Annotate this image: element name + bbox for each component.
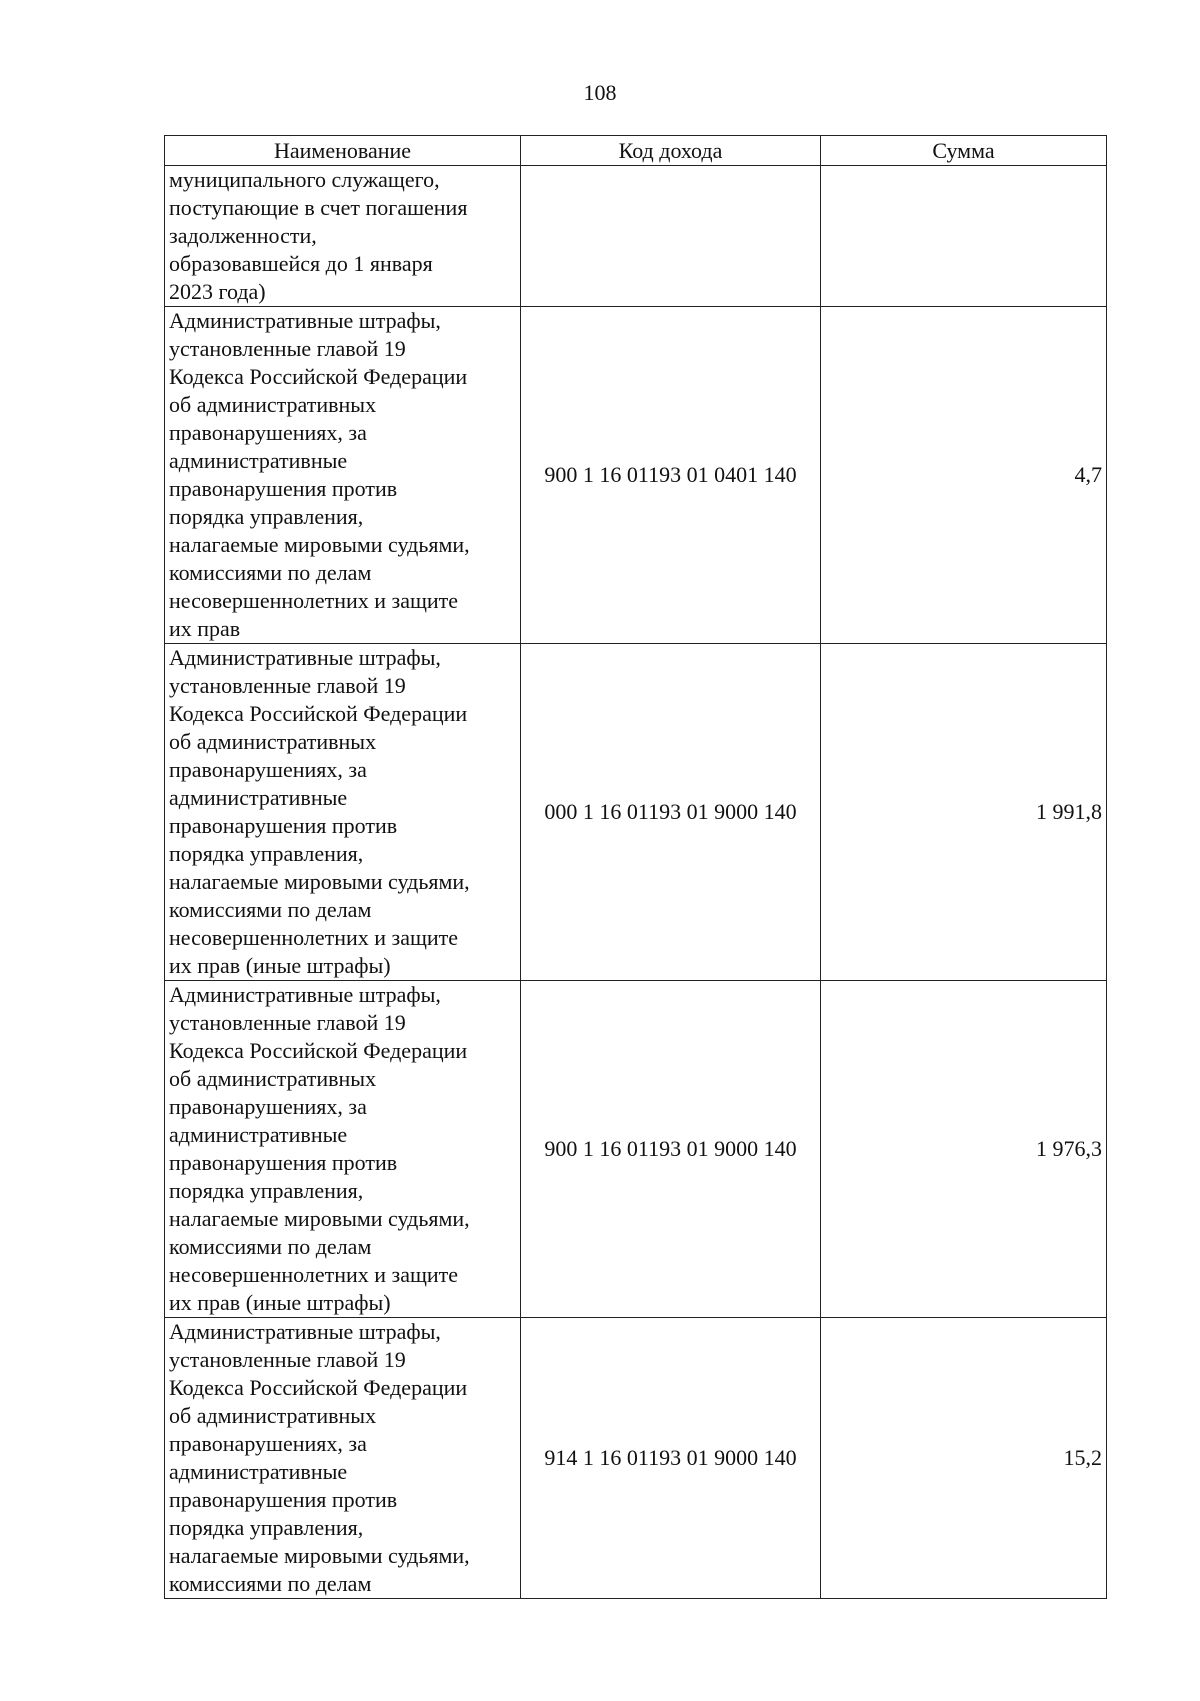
name-line: установленные главой 19 — [169, 1010, 406, 1035]
name-line: налагаемые мировыми судьями, — [169, 869, 470, 894]
name-cell — [165, 644, 521, 981]
name-line: установленные главой 19 — [169, 1347, 406, 1372]
name-line: комиссиями по делам — [169, 897, 372, 922]
name-cell — [165, 166, 521, 307]
sum-cell: 4,7 — [821, 307, 1107, 644]
name-line: установленные главой 19 — [169, 336, 406, 361]
name-line: 2023 года) — [169, 279, 266, 304]
name-line: Административные штрафы, — [169, 645, 441, 670]
header-code: Код дохода — [521, 136, 821, 166]
name-line: налагаемые мировыми судьями, — [169, 1543, 470, 1568]
name-line: их прав — [169, 616, 241, 641]
name-line: несовершеннолетних и защите — [169, 1262, 459, 1287]
name-line: Административные штрафы, — [169, 308, 441, 333]
header-sum: Сумма — [821, 136, 1107, 166]
name-line: правонарушения против — [169, 476, 398, 501]
sum-cell — [821, 166, 1107, 307]
name-line: порядка управления, — [169, 1515, 364, 1540]
name-line: их прав (иные штрафы) — [169, 1290, 391, 1315]
name-line: налагаемые мировыми судьями, — [169, 532, 470, 557]
name-line: правонарушения против — [169, 1150, 398, 1175]
name-line: административные — [169, 785, 348, 810]
name-line: Кодекса Российской Федерации — [169, 364, 468, 389]
name-line: комиссиями по делам — [169, 1234, 372, 1259]
name-line: образовавшейся до 1 января — [169, 251, 433, 276]
name-line: об административных — [169, 729, 377, 754]
name-cell — [165, 307, 521, 644]
sum-cell: 1 976,3 — [821, 981, 1107, 1318]
name-line: порядка управления, — [169, 1178, 364, 1203]
name-line: муниципального служащего, — [169, 167, 440, 192]
code-cell: 914 1 16 01193 01 9000 140 — [521, 1318, 821, 1599]
table-row — [165, 1318, 1107, 1599]
page-number: 108 — [583, 80, 617, 105]
sum-cell: 15,2 — [821, 1318, 1107, 1599]
name-line: правонарушениях, за — [169, 1431, 367, 1456]
name-line: комиссиями по делам — [169, 1571, 372, 1596]
name-line: Кодекса Российской Федерации — [169, 1038, 468, 1063]
name-cell — [165, 981, 521, 1318]
income-table — [164, 135, 1107, 1599]
name-line: поступающие в счет погашения — [169, 195, 468, 220]
name-line: об административных — [169, 1066, 377, 1091]
name-line: Административные штрафы, — [169, 982, 441, 1007]
name-line: правонарушения против — [169, 1487, 398, 1512]
name-line: об административных — [169, 1403, 377, 1428]
name-line: их прав (иные штрафы) — [169, 953, 391, 978]
table-row — [165, 981, 1107, 1318]
code-cell — [521, 166, 821, 307]
header-name: Наименование — [165, 136, 521, 166]
name-line: административные — [169, 448, 348, 473]
name-line: Кодекса Российской Федерации — [169, 701, 468, 726]
table-header-row — [165, 136, 1107, 166]
name-line: комиссиями по делам — [169, 560, 372, 585]
table-row — [165, 644, 1107, 981]
name-line: установленные главой 19 — [169, 673, 406, 698]
name-line: задолженности, — [169, 223, 317, 248]
code-cell: 000 1 16 01193 01 9000 140 — [521, 644, 821, 981]
name-cell — [165, 1318, 521, 1599]
table-body — [165, 166, 1107, 1599]
name-line: порядка управления, — [169, 841, 364, 866]
name-line: административные — [169, 1459, 348, 1484]
table-row — [165, 166, 1107, 307]
name-line: порядка управления, — [169, 504, 364, 529]
name-line: об административных — [169, 392, 377, 417]
name-line: несовершеннолетних и защите — [169, 925, 459, 950]
name-line: Административные штрафы, — [169, 1319, 441, 1344]
name-line: Кодекса Российской Федерации — [169, 1375, 468, 1400]
code-cell: 900 1 16 01193 01 9000 140 — [521, 981, 821, 1318]
name-line: правонарушениях, за — [169, 757, 367, 782]
name-line: правонарушениях, за — [169, 1094, 367, 1119]
name-line: правонарушения против — [169, 813, 398, 838]
sum-cell: 1 991,8 — [821, 644, 1107, 981]
table-row — [165, 307, 1107, 644]
name-line: правонарушениях, за — [169, 420, 367, 445]
code-cell: 900 1 16 01193 01 0401 140 — [521, 307, 821, 644]
name-line: административные — [169, 1122, 348, 1147]
name-line: налагаемые мировыми судьями, — [169, 1206, 470, 1231]
name-line: несовершеннолетних и защите — [169, 588, 459, 613]
